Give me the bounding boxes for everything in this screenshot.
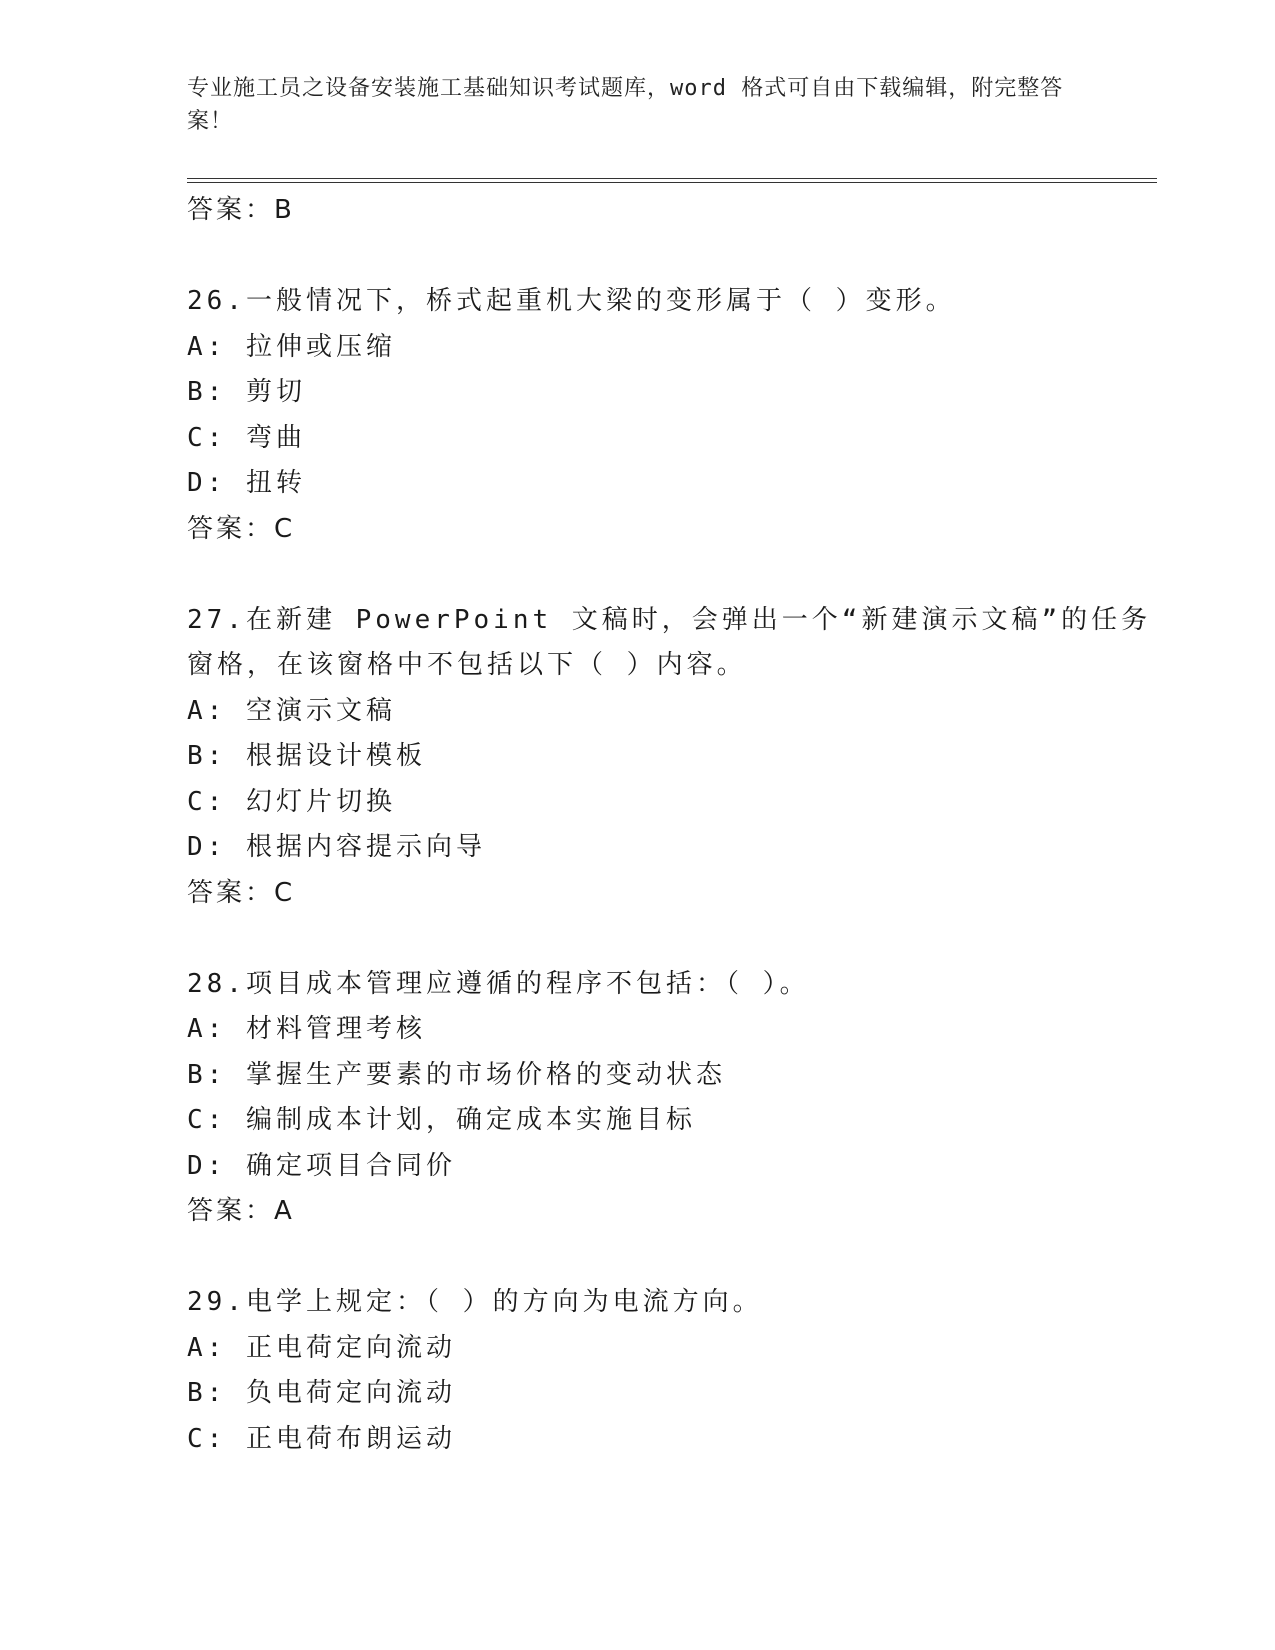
option-b: B: 掌握生产要素的市场价格的变动状态: [187, 1059, 726, 1090]
option-b: B: 根据设计模板: [187, 741, 426, 771]
option-a: A: 正电荷定向流动: [187, 1332, 456, 1363]
spacer: [187, 916, 1067, 962]
spacer: [187, 234, 1067, 280]
spacer: [187, 552, 1067, 598]
answer: 答案：C: [187, 877, 296, 908]
option-d: D: 确定项目合同价: [187, 1150, 456, 1181]
option-a: A: 材料管理考核: [187, 1014, 426, 1044]
spacer: [187, 1235, 1067, 1281]
option-d: D: 根据内容提示向导: [187, 832, 486, 862]
option-c: C: 编制成本计划，确定成本实施目标: [187, 1105, 696, 1135]
header-divider: [187, 178, 1157, 183]
option-c: C: 弯曲: [187, 422, 306, 453]
answer: 答案：A: [187, 1196, 295, 1226]
option-a: A: 拉伸或压缩: [187, 331, 396, 362]
question-28: [187, 962, 1067, 1235]
question-26: [187, 279, 1067, 552]
option-c: C: 正电荷布朗运动: [187, 1423, 456, 1454]
option-b: B: 剪切: [187, 377, 306, 407]
document-page: [187, 0, 1157, 1650]
question-stem: 27.在新建 PowerPoint 文稿时，会弹出一个“新建演示文稿”的任务: [187, 604, 1152, 635]
option-b: B: 负电荷定向流动: [187, 1378, 456, 1408]
option-a: A: 空演示文稿: [187, 695, 396, 726]
question-list: [187, 188, 1152, 1462]
question-27: [187, 598, 1152, 917]
question-stem: 29.电学上规定：（ ）的方向为电流方向。: [187, 1287, 763, 1317]
previous-answer: 答案：B: [187, 195, 295, 225]
option-c: C: 幻灯片切换: [187, 786, 396, 817]
answer: 答案：C: [187, 513, 296, 544]
page-header-text: 专业施工员之设备安装施工基础知识考试题库，word 格式可自由下载编辑，附完整答案！: [187, 76, 1064, 134]
option-d: D: 扭转: [187, 468, 306, 498]
question-stem: 26.一般情况下，桥式起重机大梁的变形属于（ ）变形。: [187, 286, 956, 316]
question-29: [187, 1280, 1067, 1462]
question-stem-continued: 窗格，在该窗格中不包括以下（ ）内容。: [187, 650, 747, 680]
question-stem: 28.项目成本管理应遵循的程序不包括：（ ）。: [187, 968, 810, 999]
